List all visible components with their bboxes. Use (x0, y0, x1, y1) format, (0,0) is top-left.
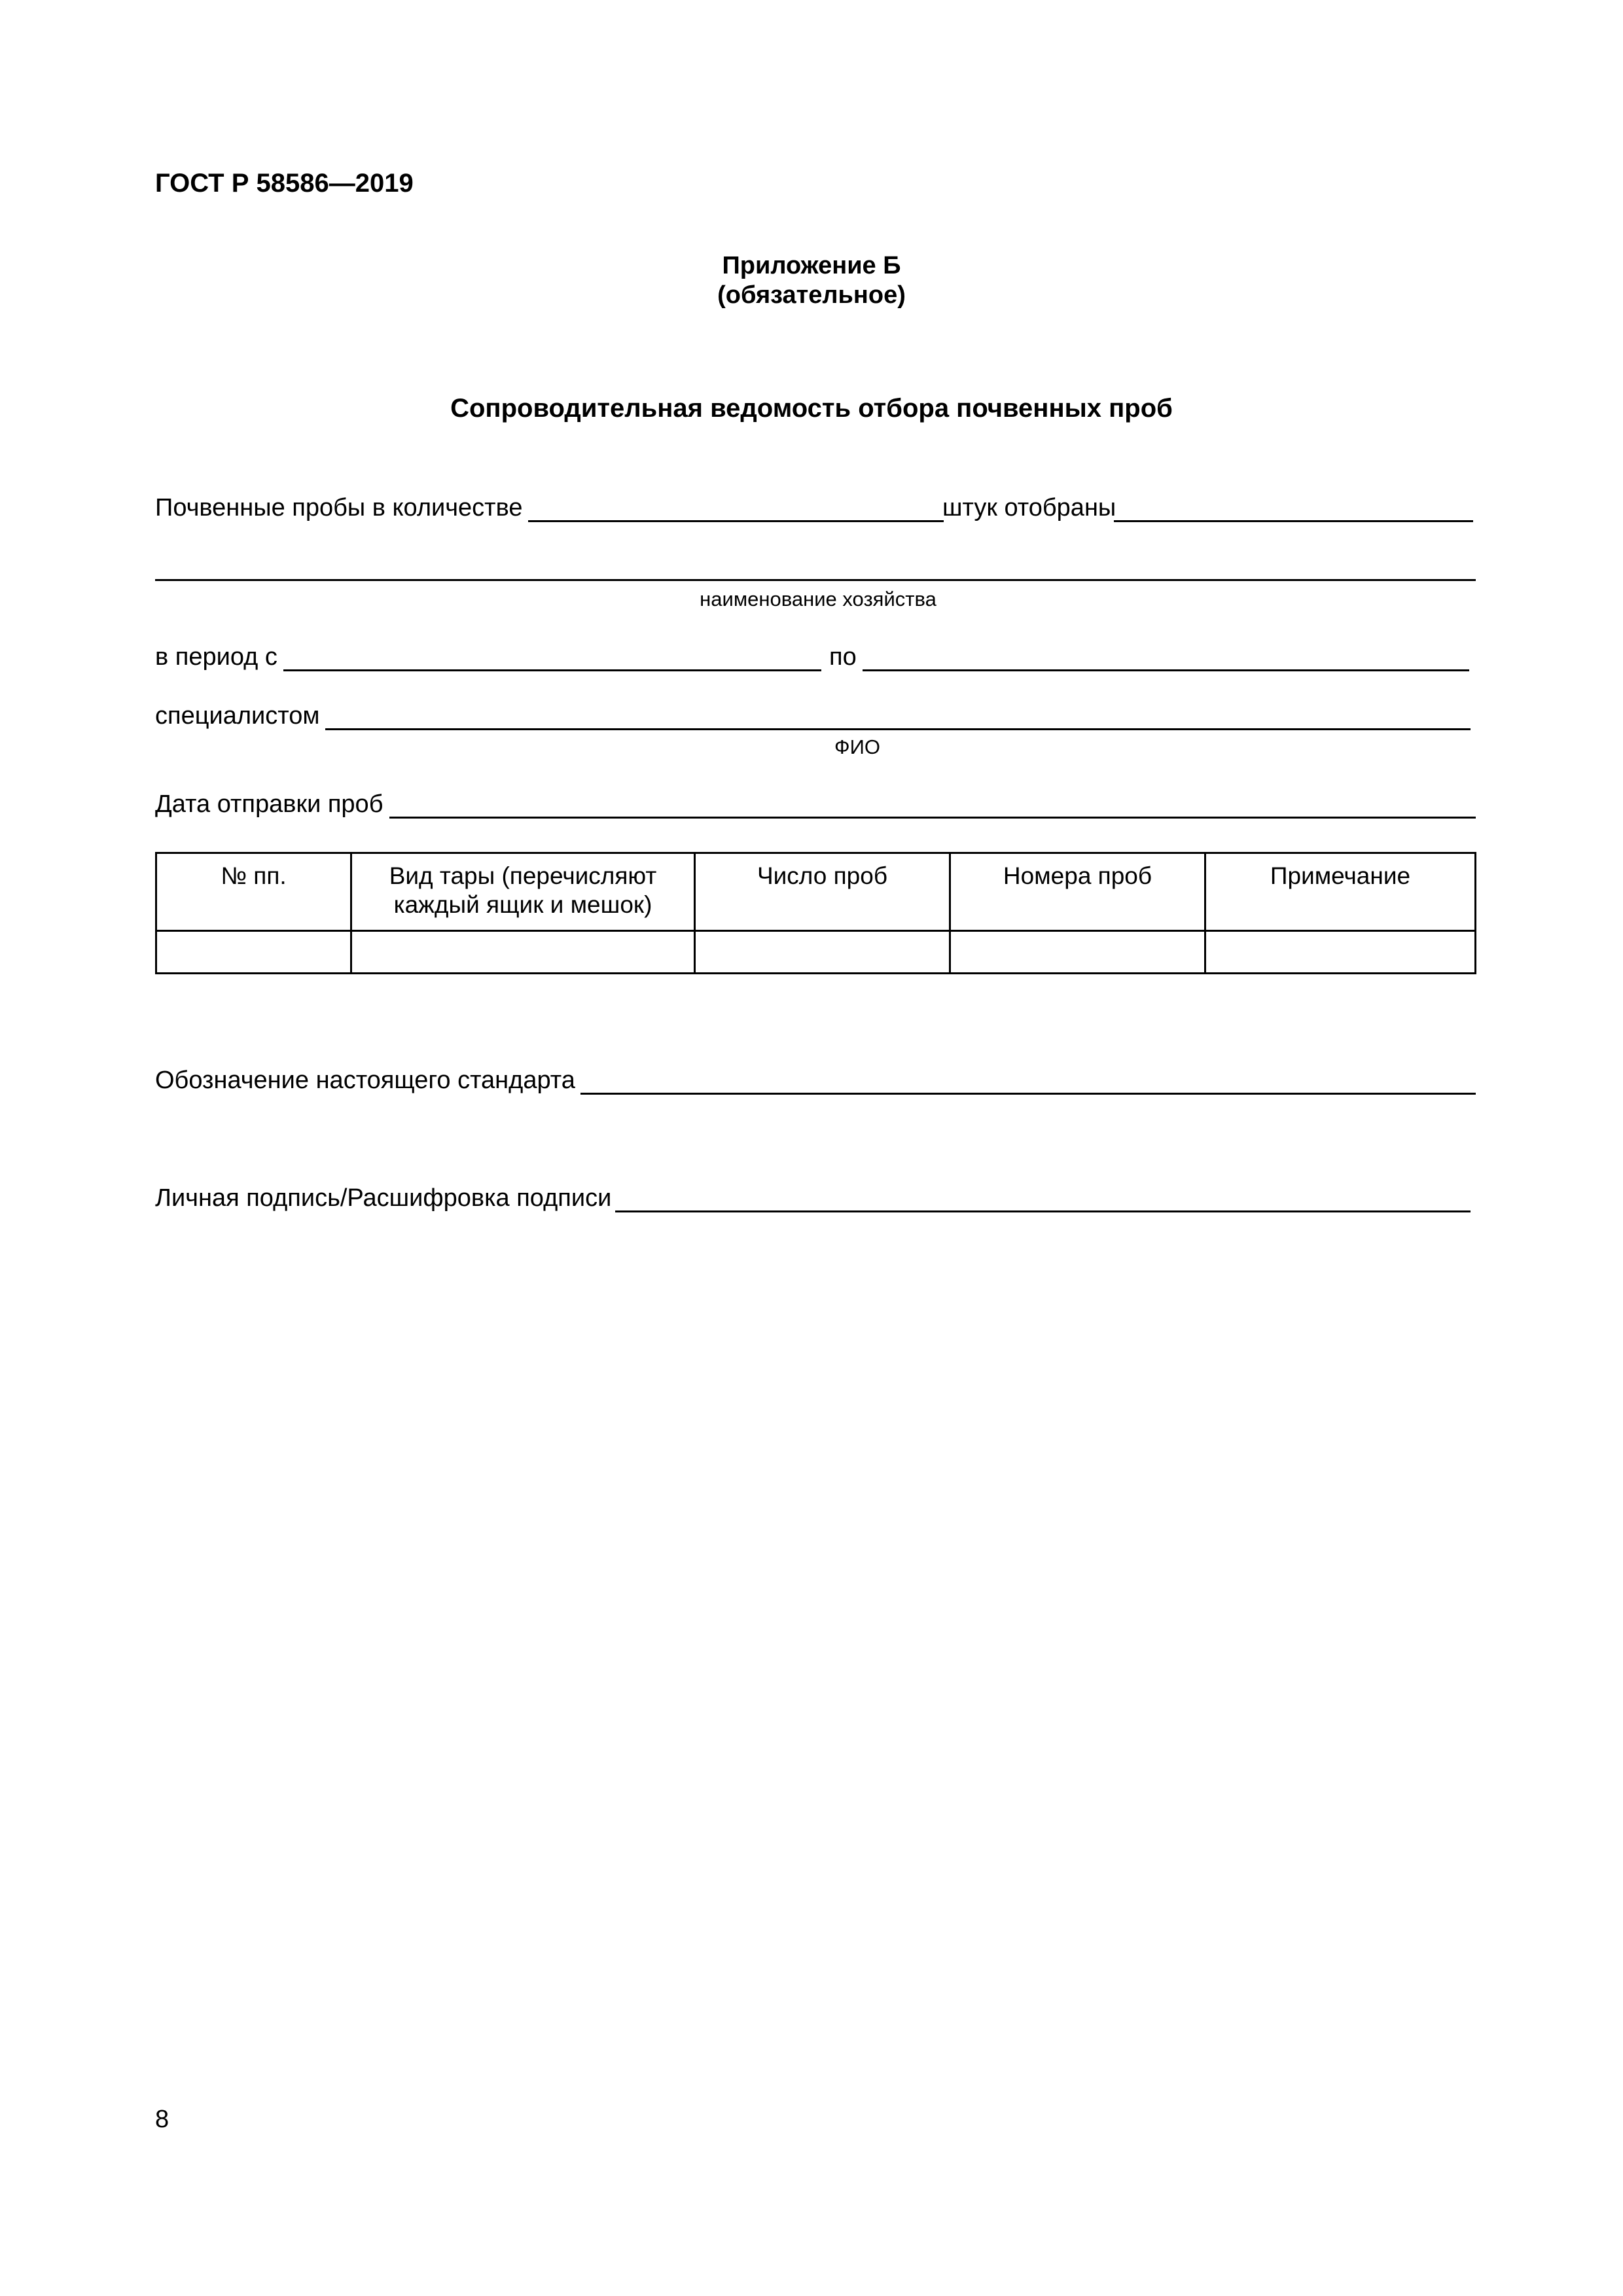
period-to-label: по (829, 643, 857, 671)
period-to-field[interactable] (863, 669, 1469, 671)
annex-title: Приложение Б (722, 252, 901, 279)
farm-name-field[interactable] (155, 579, 1476, 581)
annex-status: (обязательное) (717, 281, 906, 309)
header-container-type: Вид тары (перечисляют каждый ящик и мешок) (351, 853, 695, 931)
page-number: 8 (155, 2106, 169, 2133)
header-sample-count: Число проб (695, 853, 950, 931)
cell-container-type[interactable] (351, 931, 695, 974)
header-sample-numbers: Номера проб (950, 853, 1205, 931)
collected-label: штук отобраны (942, 494, 1116, 521)
header-number: № пп. (156, 853, 351, 931)
cell-note[interactable] (1205, 931, 1476, 974)
samples-table (155, 852, 1476, 974)
send-date-field[interactable] (389, 817, 1476, 819)
signature-label: Личная подпись/Расшифровка подписи (155, 1184, 612, 1212)
period-from-label: в период с (155, 643, 277, 671)
cell-sample-numbers[interactable] (950, 931, 1205, 974)
header-note: Примечание (1205, 853, 1476, 931)
fio-caption: ФИО (834, 735, 880, 758)
farm-name-caption: наименование хозяйства (700, 588, 936, 610)
standard-label: Обозначение настоящего стандарта (155, 1067, 575, 1094)
signature-field[interactable] (615, 1210, 1471, 1212)
count-label: Почвенные пробы в количестве (155, 494, 523, 521)
standard-designation: ГОСТ Р 58586—2019 (155, 169, 414, 198)
send-date-label: Дата отправки проб (155, 790, 383, 818)
cell-number[interactable] (156, 931, 351, 974)
specialist-field[interactable] (325, 728, 1471, 730)
standard-field[interactable] (580, 1093, 1476, 1095)
cell-sample-count[interactable] (695, 931, 950, 974)
collected-field[interactable] (1114, 520, 1473, 522)
period-from-field[interactable] (283, 669, 821, 671)
count-field[interactable] (528, 520, 944, 522)
table-row (156, 931, 1476, 974)
specialist-label: специалистом (155, 702, 320, 730)
document-title: Сопроводительная ведомость отбора почвенных проб (450, 394, 1173, 423)
table-header-row (156, 853, 1476, 931)
